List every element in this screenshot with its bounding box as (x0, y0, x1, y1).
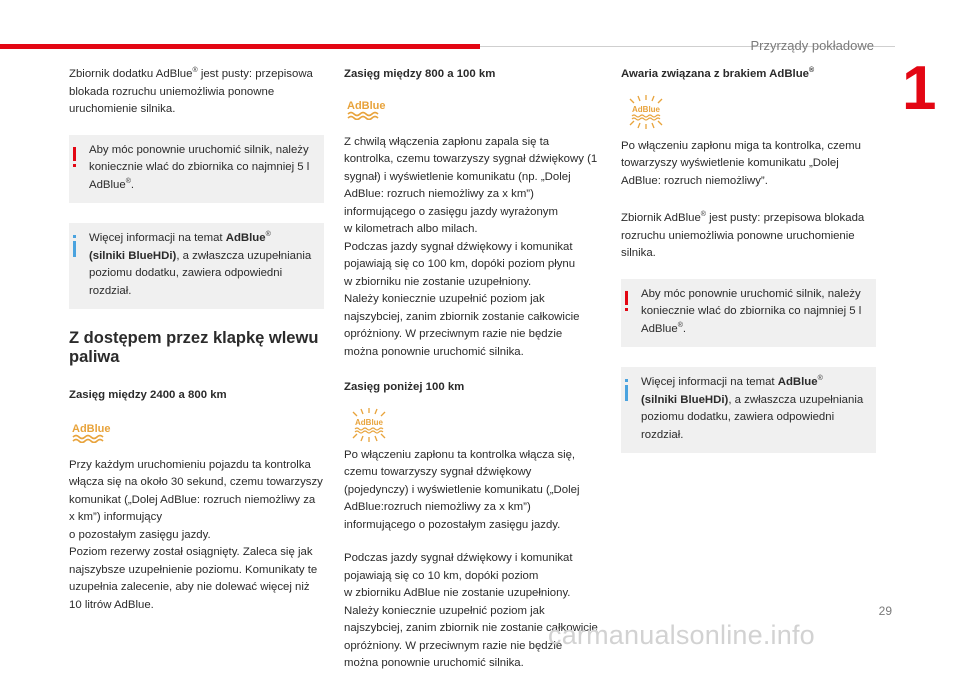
range-heading-below-100: Zasięg poniżej 100 km (344, 381, 465, 393)
adblue-warning-icon (69, 419, 119, 443)
adblue-icon-label: AdBlue (355, 417, 383, 427)
range-below-100-text-1: Po włączeniu zapłonu ta kontrolka włącza się, czemu towarzyszy sygnał dźwiękowy (pojedynczy) i wyświetlenie komunikatu („Dolej AdBlue:rozruch niemożliwy za x km”) informującego o pozostałym zasięgu jazdy. (344, 448, 580, 531)
column-3 (621, 66, 876, 473)
adblue-warning-icon (344, 96, 394, 120)
info-icon (73, 235, 76, 238)
fault-heading: Awaria związana z brakiem AdBlue® (621, 67, 815, 80)
info-icon (625, 379, 628, 382)
adblue-flashing-icon (344, 407, 394, 443)
empty-tank-text: Zbiornik AdBlue® jest pusty: przepisowa blokada rozruchu uniemożliwia ponowne uruchomienie silnika. (621, 211, 865, 259)
intro-paragraph: Zbiornik dodatku AdBlue® jest pusty: przepisowa blokada rozruchu uniemożliwia ponowne uruchomienie silnika. (69, 67, 313, 115)
warning-icon (625, 291, 628, 305)
warning-icon (73, 147, 76, 161)
adblue-flashing-icon (621, 94, 671, 130)
page-header-title: Przyrządy pokładowe (750, 38, 874, 53)
adblue-icon-label: AdBlue (632, 104, 660, 114)
info-box: Więcej informacji na temat AdBlue® (silniki BlueHDi), a zwłaszcza uzupełniania poziomu dodatku, zawiera odpowiedni rozdział. (69, 223, 324, 309)
range-800-100-text: Z chwilą włączenia zapłonu zapala się ta kontrolka, czemu towarzyszy sygnał dźwiękowy (1 sygnał) i wyświetlenie komunikatu (np. „Dolej AdBlue: rozruch niemożliwy za x km”) informującego o zasięgu jazdy wyrażonym w kilometrach albo milach. Podczas jazdy sygnał dźwiękowy i komunikat pojawiają się co 100 km, dopóki poziom płynu w zbiorniku nie zostanie uzupełniony. Należy koniecznie uzupełnić poziom jak najszybciej, zanim zbiornik zostanie całkowicie opróżniony. W przeciwnym razie nie będzie można ponownie uruchomić silnika. (344, 135, 598, 358)
range-heading-800-100: Zasięg między 800 a 100 km (344, 68, 496, 80)
range-2400-800-text: Przy każdym uruchomieniu pojazdu ta kontrolka włącza się na około 30 sekund, czemu towarzyszy komunikat („Dolej AdBlue: rozruch niemożliwy za x km”) informujący o pozostałym zasięgu jazdy. Poziom rezerwy został osiągnięty. Zaleca się jak najszybsze uzupełnienie poziomu. Komunikaty te uzupełnia zalecenie, aby nie dolewać więcej niż 10 litrów AdBlue. (69, 458, 323, 611)
range-heading-2400-800: Zasięg między 2400 a 800 km (69, 389, 227, 401)
fault-text: Po włączeniu zapłonu miga ta kontrolka, czemu towarzyszy wyświetlenie komunikatu „Dolej AdBlue: rozruch niemożliwy”. (621, 139, 861, 187)
section-title: Z dostępem przez klapkę wlewu paliwa (69, 329, 319, 366)
page-number: 29 (878, 604, 892, 618)
header-accent-bar (0, 44, 480, 49)
info-box: Więcej informacji na temat AdBlue® (silniki BlueHDi), a zwłaszcza uzupełniania poziomu dodatku, zawiera odpowiedni rozdział. (621, 367, 876, 453)
warning-box: Aby móc ponownie uruchomić silnik, należy koniecznie wlać do zbiornika co najmniej 5 l AdBlue®. (69, 135, 324, 204)
range-below-100-text-2: Podczas jazdy sygnał dźwiękowy i komunikat pojawiają się co 10 km, dopóki poziom w zbiorniku AdBlue nie zostanie uzupełniony. Należy koniecznie uzupełnić poziom jak najszybciej, zanim zbiornik nie zostanie całkowicie opróżniony. W przeciwnym razie nie będzie można ponownie uruchomić silnika. (344, 552, 598, 669)
watermark: carmanualsonline.info (548, 620, 815, 650)
adblue-icon-label: AdBlue (72, 422, 111, 435)
chapter-number: 1 (902, 54, 937, 123)
column-2 (344, 66, 599, 689)
adblue-icon-label: AdBlue (347, 99, 386, 112)
warning-box: Aby móc ponownie uruchomić silnik, należy koniecznie wlać do zbiornika co najmniej 5 l AdBlue®. (621, 279, 876, 348)
column-1 (69, 66, 324, 630)
